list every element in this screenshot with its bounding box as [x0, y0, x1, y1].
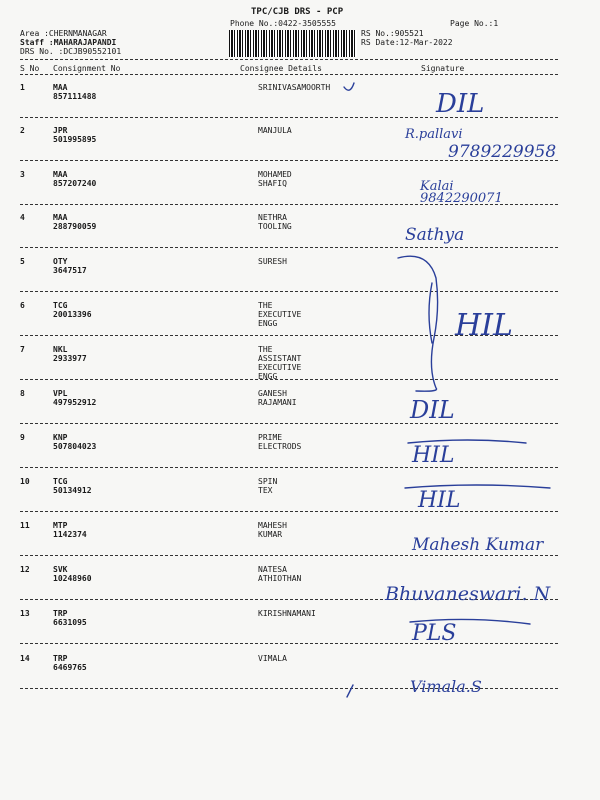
phone-number: Phone No.:0422-3505555 [230, 19, 336, 28]
signature-row-10: HIL [418, 488, 461, 513]
column-consignee: Consignee Details [240, 64, 322, 73]
signature-bracket [429, 283, 432, 343]
staff-label: Staff :MAHARAJAPANDI [20, 38, 117, 47]
row-consignment: VPL 497952912 [53, 389, 97, 407]
signature-row-11: Mahesh Kumar [412, 535, 544, 555]
row-divider [20, 204, 558, 205]
row-sno: 11 [20, 521, 30, 530]
row-sno: 9 [20, 433, 25, 442]
row-consignee: SURESH [258, 257, 287, 266]
signature-mark [347, 685, 353, 697]
row-consignment: NKL 2933977 [53, 345, 87, 363]
signature-row-14: Vimala.S [410, 677, 482, 696]
signature-mark [410, 619, 530, 624]
row-divider [20, 423, 558, 424]
row-divider [20, 511, 558, 512]
column-sno: S No [20, 64, 40, 73]
row-consignee: THE EXECUTIVE ENGG [258, 301, 302, 328]
signature-row-6: HIL [455, 308, 513, 343]
signature-row-3-phone: 9842290071 [420, 191, 503, 206]
column-signature: Signature [421, 64, 465, 73]
rs-date: RS Date:12-Mar-2022 [361, 38, 453, 47]
row-consignment: TCG 50134912 [53, 477, 92, 495]
row-divider [20, 117, 558, 118]
signature-mark [344, 83, 354, 90]
row-consignment: TCG 20013396 [53, 301, 92, 319]
row-consignee: NATESA ATHIOTHAN [258, 565, 302, 583]
row-sno: 10 [20, 477, 30, 486]
row-consignee: MOHAMED SHAFIQ [258, 170, 292, 188]
row-divider [20, 643, 558, 644]
signature-row-12: Bhuvaneswari. N [385, 583, 551, 605]
signature-row-2-name: R.pallavi [405, 127, 463, 142]
row-consignee: MAHESH KUMAR [258, 521, 287, 539]
row-sno: 4 [20, 213, 25, 222]
row-divider [20, 160, 558, 161]
row-consignment: MTP 1142374 [53, 521, 87, 539]
page-number: Page No.:1 [450, 19, 499, 28]
row-consignment: JPR 501995895 [53, 126, 97, 144]
document-title: TPC/CJB DRS - PCP [251, 7, 344, 17]
drs-number: DRS No. :DCJB90552101 [20, 47, 122, 56]
barcode-image [229, 30, 357, 57]
signature-row-4: Sathya [405, 225, 465, 245]
row-sno: 7 [20, 345, 25, 354]
row-consignee: PRIME ELECTRODS [258, 433, 302, 451]
row-divider [20, 247, 558, 248]
row-consignment: MAA 857111488 [53, 83, 97, 101]
row-divider [20, 335, 558, 336]
area-label: Area :CHERNMANAGAR [20, 29, 107, 38]
signature-row-9: HIL [412, 443, 455, 468]
row-consignee: NETHRA TOOLING [258, 213, 292, 231]
signature-row-3-name: Kalai [420, 179, 454, 194]
signature-mark [405, 485, 550, 488]
row-sno: 5 [20, 257, 25, 266]
row-consignment: MAA 288790059 [53, 213, 97, 231]
divider [20, 59, 558, 60]
row-consignment: MAA 857207240 [53, 170, 97, 188]
row-consignment: TRP 6469765 [53, 654, 87, 672]
row-consignee: THE ASSISTANT EXECUTIVE ENGG [258, 345, 302, 381]
row-consignee: SRINIVASAMOORTH [258, 83, 331, 92]
signature-row-2-phone: 9789229958 [448, 142, 557, 162]
rs-number: RS No.:905521 [361, 29, 424, 38]
row-sno: 13 [20, 609, 30, 618]
row-sno: 14 [20, 654, 30, 663]
row-consignment: TRP 6631095 [53, 609, 87, 627]
signature-bracket [398, 256, 438, 391]
signature-row-1: DIL [436, 89, 485, 119]
row-sno: 6 [20, 301, 25, 310]
row-sno: 12 [20, 565, 30, 574]
row-sno: 1 [20, 83, 25, 92]
row-divider [20, 555, 558, 556]
divider [20, 74, 558, 75]
signature-row-13: PLS [412, 621, 457, 646]
row-consignee: VIMALA [258, 654, 287, 663]
row-consignment: OTY 3647517 [53, 257, 87, 275]
row-divider [20, 599, 558, 600]
row-sno: 2 [20, 126, 25, 135]
row-divider [20, 291, 558, 292]
row-consignee: SPIN TEX [258, 477, 278, 495]
row-consignee: KIRISHNAMANI [258, 609, 316, 618]
row-divider [20, 379, 558, 380]
row-sno: 3 [20, 170, 25, 179]
row-consignee: GANESH RAJAMANI [258, 389, 297, 407]
row-consignee: MANJULA [258, 126, 292, 135]
signature-mark [408, 440, 526, 443]
row-consignment: KNP 507804023 [53, 433, 97, 451]
signature-row-8: DIL [410, 396, 455, 424]
row-sno: 8 [20, 389, 25, 398]
column-consignment: Consignment No [53, 64, 121, 73]
row-consignment: SVK 10248960 [53, 565, 92, 583]
row-divider [20, 688, 558, 689]
row-divider [20, 467, 558, 468]
